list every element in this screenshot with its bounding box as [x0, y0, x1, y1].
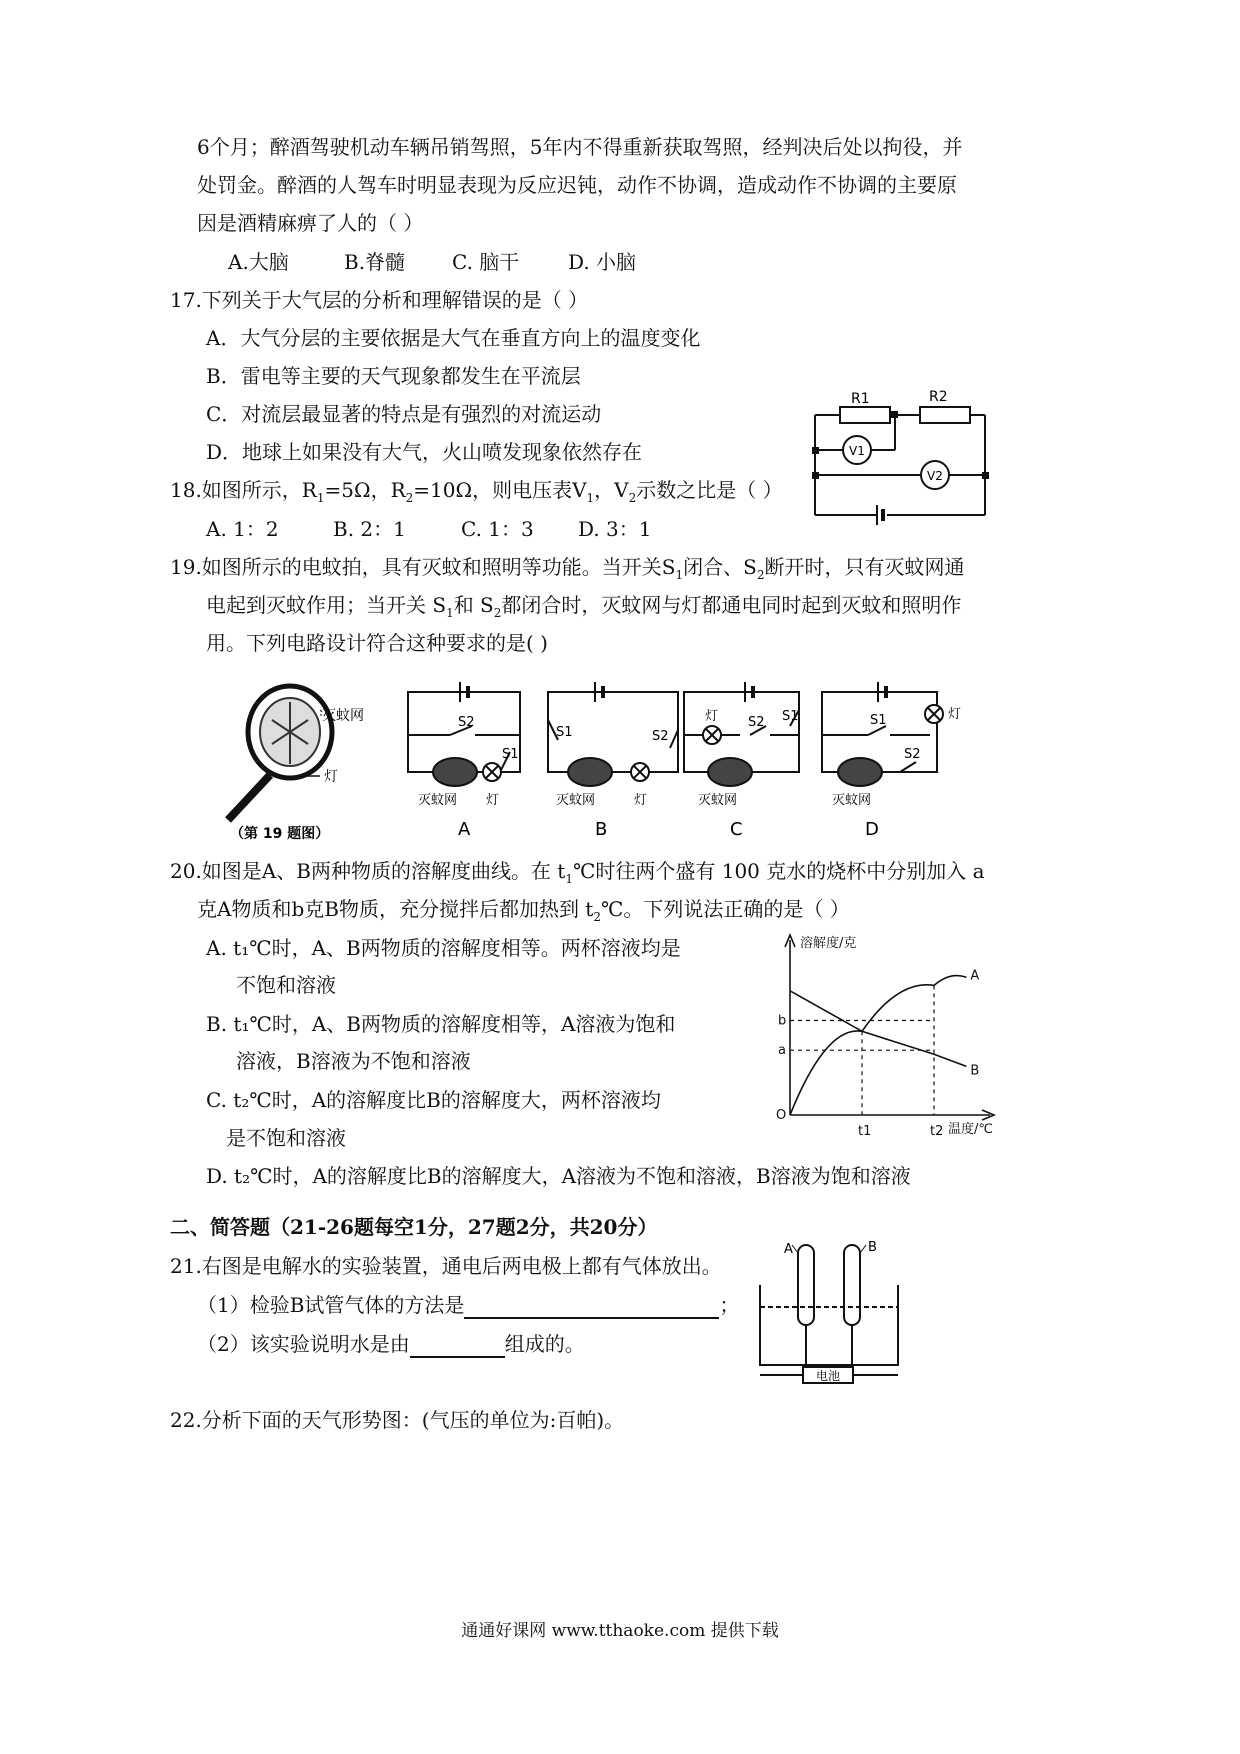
q20-line2: 克A物质和b克B物质，充分搅拌后都加热到 $t_2℃$。下列说法正确的是（ ） [197, 897, 850, 924]
q20-option-d: D. t₂℃时，A的溶解度比B的溶解度大，A溶液为不饱和溶液，B溶液为饱和溶液 [206, 1164, 911, 1188]
tube-b-label: B [868, 1240, 877, 1255]
q17-option-b: B．雷电等主要的天气现象都发生在平流层 [206, 364, 581, 388]
circuit-b-net: 灭蚊网 [556, 793, 596, 808]
v1-label: V1 [849, 444, 865, 458]
q16-line2: 处罚金。醉酒的人驾车时明显表现为反应迟钝，动作不协调，造成动作不协调的主要原 [197, 173, 957, 197]
x-tick-t1: t1 [858, 1124, 872, 1139]
circuit-a [408, 682, 520, 786]
circuit-d-s2: S2 [904, 747, 921, 762]
series-b-line [790, 991, 966, 1067]
q18-stem: 18.如图所示，$R_1=5\Omega$，$R_2=10\Omega$，则电压表$V_1$，$V_2$示数之比是（ ） [170, 478, 783, 505]
q21-part2: （2）该实验说明水是由 组成的。 [197, 1332, 585, 1356]
q17-stem: 17.下列关于大气层的分析和理解错误的是（ ） [170, 288, 589, 312]
q19-figure [210, 680, 990, 845]
footer-download-note: 通通好课网 www.tthaoke.com 提供下载 [461, 1621, 779, 1641]
q16-line1: 6个月；醉酒驾驶机动车辆吊销驾照，5年内不得重新获取驾照，经判决后处以拘役，并 [197, 135, 963, 159]
q16-option-d: D. 小脑 [568, 250, 637, 274]
q18-option-c: C. 1：3 [461, 517, 534, 541]
q17-option-d: D．地球上如果没有大气，火山喷发现象依然存在 [206, 440, 643, 464]
electrolysis-figure [748, 1235, 908, 1390]
battery-label: 电池 [816, 1369, 841, 1383]
q16-option-b: B.脊髓 [344, 250, 406, 274]
circuit-label-b: B [595, 819, 608, 840]
q17-option-c: C．对流层最显著的特点是有强烈的对流运动 [206, 402, 602, 426]
circuit-d [822, 682, 943, 786]
circuit-c-s1: S1 [782, 709, 799, 724]
circuit-c [684, 682, 799, 786]
q21-stem: 21.右图是电解水的实验装置，通电后两电极上都有气体放出。 [170, 1254, 722, 1278]
circuit-b-lamp: 灯 [634, 793, 648, 808]
q19-caption: （第 19 题图） [230, 826, 330, 842]
circuit-d-net: 灭蚊网 [832, 793, 872, 808]
solubility-chart [770, 925, 1010, 1140]
q21-blank1[interactable] [464, 1295, 719, 1319]
q21-part1: （1）检验B试管气体的方法是 ； [197, 1293, 740, 1317]
circuit-label-c: C [730, 819, 743, 840]
q19-line1: 19.如图所示的电蚊拍，具有灭蚊和照明等功能。当开关$S_1$闭合、$S_2$断开时，只有灭蚊网通 [170, 555, 965, 582]
q16-line3: 因是酒精麻痹了人的（ ） [197, 211, 424, 235]
circuit-a-s2: S2 [458, 715, 475, 730]
circuit-a-lamp: 灯 [486, 793, 500, 808]
r2-label: R2 [929, 389, 948, 405]
x-axis-label: 温度/℃ [948, 1122, 993, 1137]
series-a-line [790, 976, 966, 1115]
q16-option-c: C. 脑干 [452, 250, 520, 274]
circuit-c-net: 灭蚊网 [698, 793, 738, 808]
q18-option-b: B. 2：1 [333, 517, 406, 541]
circuit-label-d: D [865, 819, 879, 840]
series-a-label: A [970, 968, 980, 984]
swatter-lamp-label: 灯 [324, 769, 338, 785]
circuit-b-s1: S1 [556, 725, 573, 740]
origin-label: O [776, 1108, 787, 1123]
swatter-net-label: 灭蚊网 [322, 708, 364, 724]
r1-label: R1 [851, 391, 870, 407]
v2-label: V2 [927, 469, 943, 483]
q20-line1: 20.如图是A、B两种物质的溶解度曲线。在 $t_1℃$时往两个盛有 100 克水的烧杯中分别加入 a [170, 859, 985, 886]
y-tick-b: b [778, 1013, 787, 1029]
mosquito-swatter-icon [228, 686, 332, 820]
q21-blank2[interactable] [410, 1334, 505, 1358]
circuit-a-s1: S1 [502, 747, 519, 762]
circuit-c-s2: S2 [748, 715, 765, 730]
q16-option-a: A.大脑 [228, 250, 289, 274]
q19-line2: 电起到灭蚊作用；当开关 $S_1$和 $S_2$都闭合时，灭蚊网与灯都通电同时起到灭蚊和照明作 [206, 593, 962, 620]
q20-option-a-line1: A. t₁℃时，A、B两物质的溶解度相等。两杯溶液均是 [206, 936, 681, 960]
y-axis-label: 溶解度/克 [800, 936, 857, 951]
q20-option-c-line2: 是不饱和溶液 [226, 1126, 346, 1150]
circuit-label-a: A [458, 819, 471, 840]
q19-line3: 用。下列电路设计符合这种要求的是( ) [206, 631, 548, 655]
section2-title: 二、简答题（21-26题每空1分，27题2分，共20分） [170, 1215, 658, 1239]
q18-option-d: D. 3：1 [578, 517, 652, 541]
x-tick-t2: t2 [930, 1124, 944, 1139]
circuit-c-lamp: 灯 [705, 709, 719, 724]
circuit-d-s1: S1 [870, 713, 887, 728]
circuit-d-lamp: 灯 [948, 707, 962, 722]
q20-option-b-line1: B. t₁℃时，A、B两物质的溶解度相等，A溶液为饱和 [206, 1012, 676, 1036]
q20-option-a-line2: 不饱和溶液 [236, 973, 336, 997]
y-tick-a: a [778, 1043, 786, 1059]
q20-option-b-line2: 溶液，B溶液为不饱和溶液 [236, 1049, 471, 1073]
q18-option-a: A. 1：2 [206, 517, 279, 541]
tube-a-label: A [784, 1242, 793, 1257]
q20-option-c-line1: C. t₂℃时，A的溶解度比B的溶解度大，两杯溶液均 [206, 1088, 661, 1112]
q17-option-a: A．大气分层的主要依据是大气在垂直方向上的温度变化 [206, 326, 701, 350]
series-b-label: B [970, 1063, 980, 1079]
circuit-a-net: 灭蚊网 [418, 793, 458, 808]
q22-stem: 22.分析下面的天气形势图：(气压的单位为:百帕)。 [170, 1408, 625, 1432]
q18-circuit-diagram [805, 385, 1000, 525]
circuit-b-s2: S2 [652, 729, 669, 744]
